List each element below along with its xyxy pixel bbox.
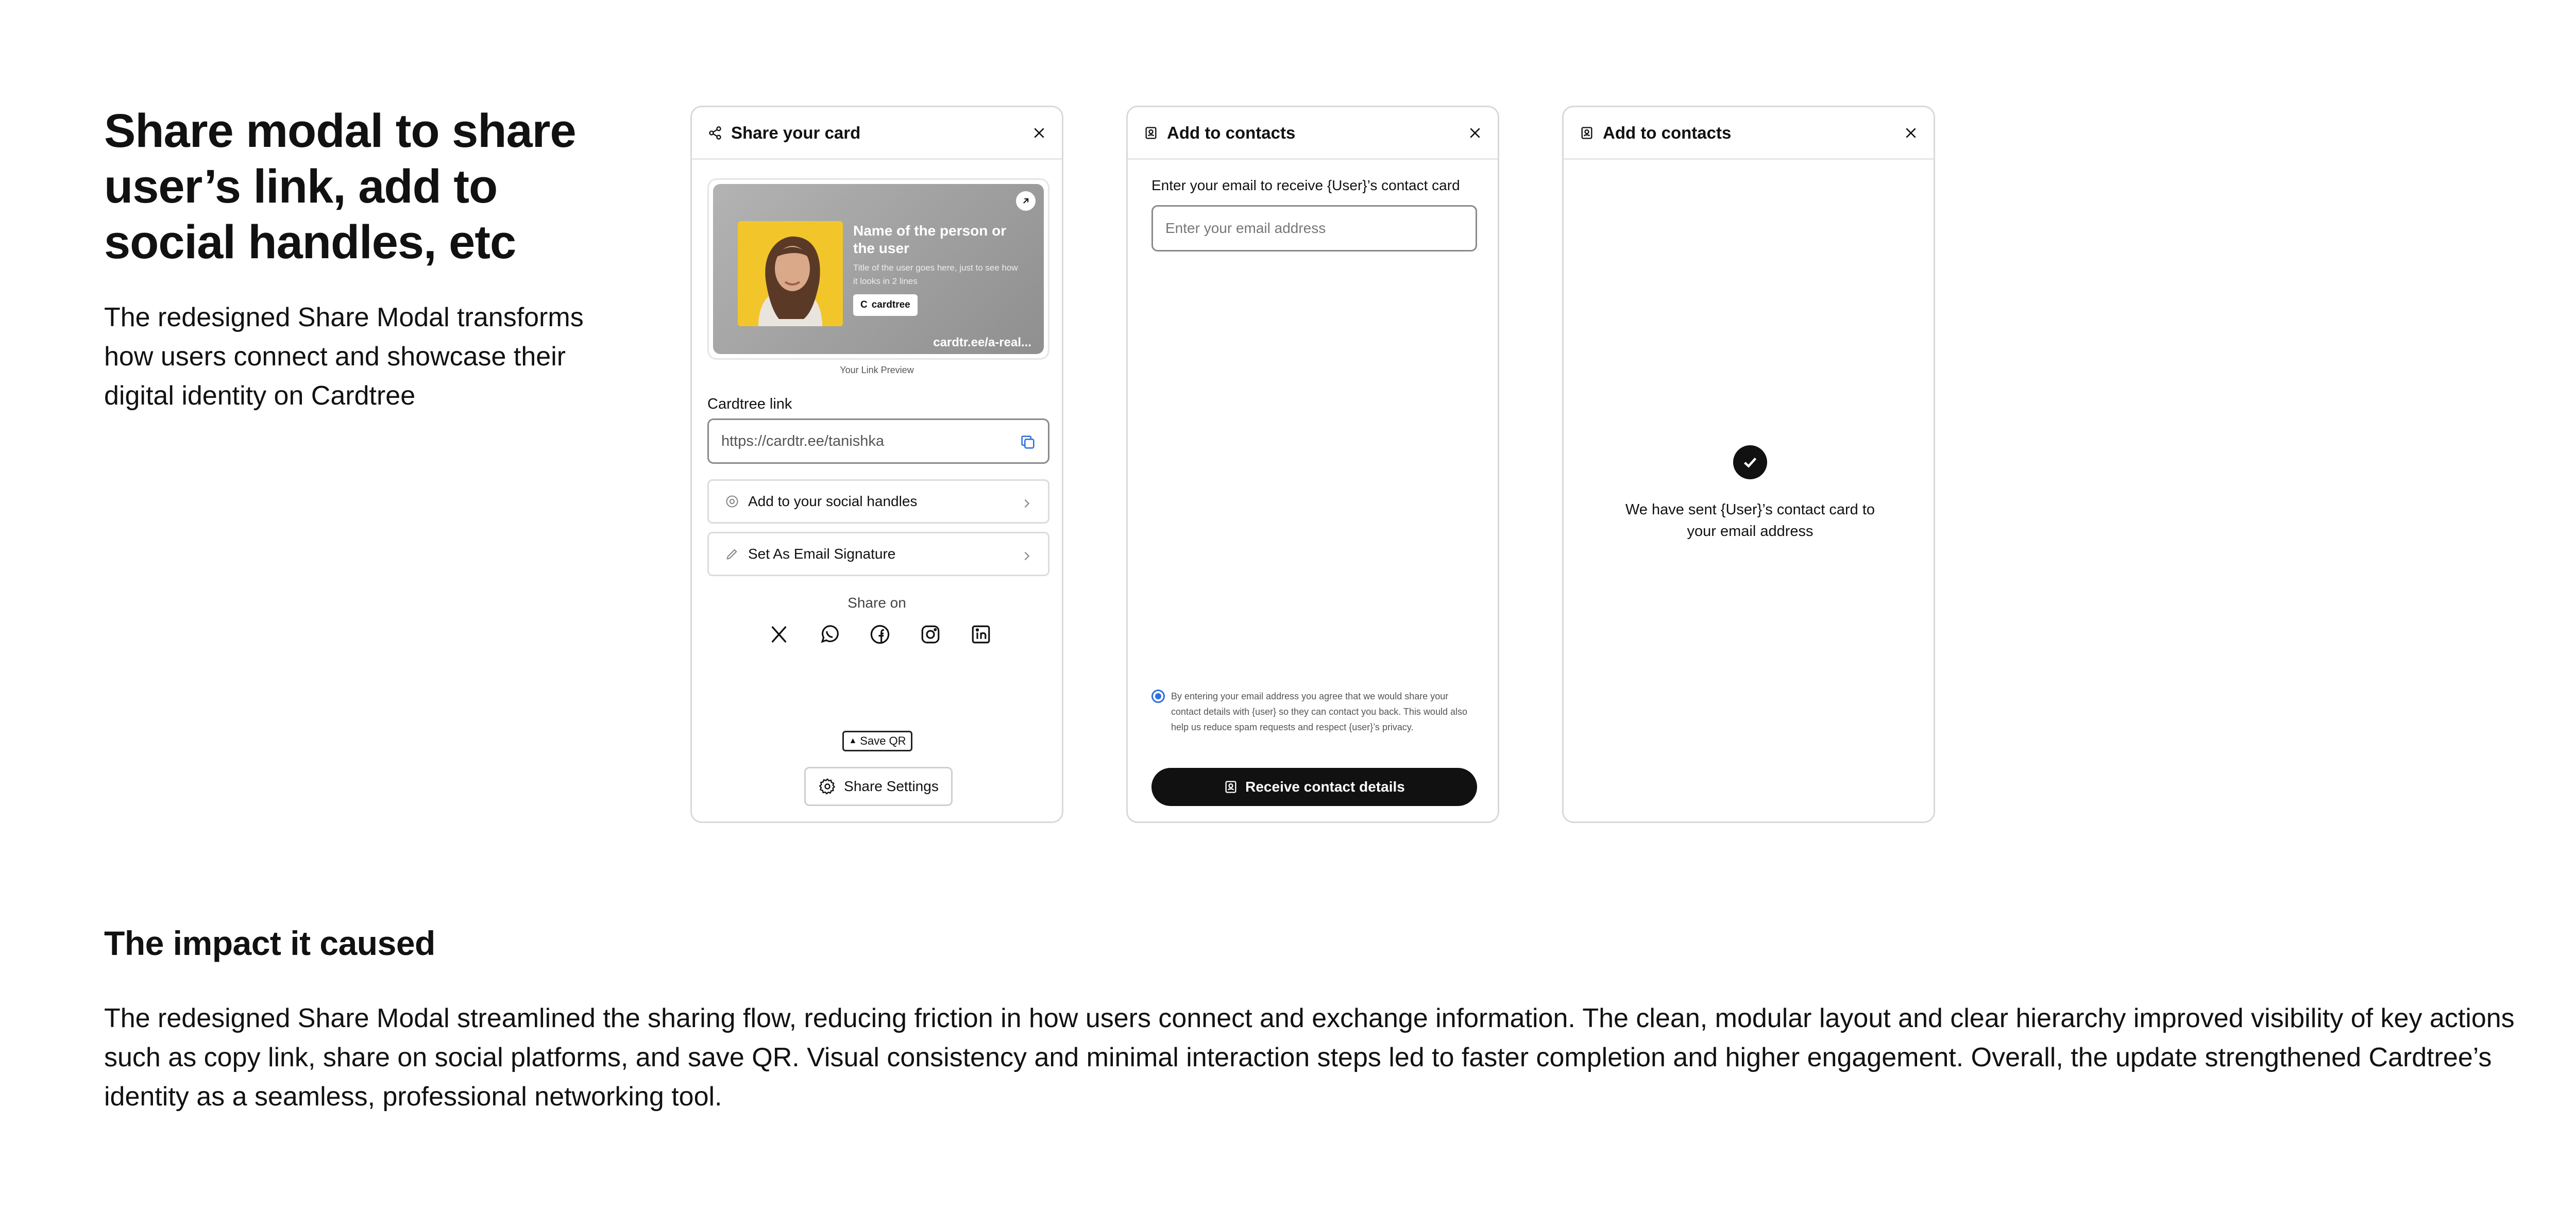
link-field[interactable] bbox=[707, 418, 1049, 464]
preview-caption: Your Link Preview bbox=[840, 365, 914, 375]
save-qr-button[interactable] bbox=[842, 731, 912, 751]
chevron-right-icon bbox=[1021, 549, 1032, 560]
share-card-modal bbox=[690, 106, 1063, 823]
modal-header bbox=[692, 107, 1062, 160]
modal-header bbox=[1564, 107, 1934, 160]
cardtree-badge-label: cardtree bbox=[871, 299, 910, 310]
email-signature-button[interactable] bbox=[707, 532, 1049, 576]
modal-header bbox=[1128, 107, 1498, 160]
close-icon[interactable] bbox=[1467, 125, 1483, 141]
share-on-label: Share on bbox=[848, 595, 906, 611]
add-to-contacts-modal bbox=[1126, 106, 1499, 823]
instagram-icon[interactable] bbox=[919, 623, 942, 646]
whatsapp-icon[interactable] bbox=[818, 623, 841, 646]
linkedin-icon[interactable] bbox=[969, 623, 993, 646]
profile-photo bbox=[738, 221, 843, 326]
check-icon bbox=[1733, 445, 1767, 479]
email-field[interactable] bbox=[1151, 205, 1477, 251]
add-to-social-handles-label: Add to your social handles bbox=[748, 493, 918, 509]
add-to-social-handles-button[interactable] bbox=[707, 479, 1049, 524]
impact-body: The redesigned Share Modal streamlined the sharing flow, reducing friction in how users connect and exchange information. The clean, modular layout and clear hierarchy improved visibility of key actions such as copy link, share on social platforms, and save QR. Visual consistency and minimal interaction steps led to faster completion and higher engagement. Overall, the update strengthened Cardtree’s identity as a seamless, professional networking tool. bbox=[104, 1003, 2515, 1112]
cardtree-logo-mark: C bbox=[860, 299, 868, 310]
modal-title: Add to contacts bbox=[1603, 123, 1732, 142]
modal-title: Share your card bbox=[731, 123, 861, 142]
link-field-label: Cardtree link bbox=[707, 396, 792, 412]
contact-card-icon bbox=[1579, 125, 1595, 141]
x-icon[interactable] bbox=[767, 623, 791, 646]
save-qr-label: Save QR bbox=[860, 734, 906, 747]
link-preview-card bbox=[707, 178, 1049, 360]
qr-icon: ▲ bbox=[849, 736, 857, 745]
social-share-row bbox=[767, 623, 993, 646]
intro-description: The redesigned Share Modal transforms how users connect and showcase their digital identity on Cardtree bbox=[104, 303, 584, 411]
card-url: cardtr.ee/a-real... bbox=[933, 335, 1031, 349]
facebook-icon[interactable] bbox=[868, 623, 892, 646]
card-person-subtitle: Title of the user goes here, just to see how it looks in 2 lines bbox=[853, 263, 1018, 286]
cardtree-badge bbox=[853, 294, 918, 316]
email-signature-label: Set As Email Signature bbox=[748, 546, 896, 562]
at-icon bbox=[724, 494, 740, 509]
chevron-right-icon bbox=[1021, 496, 1032, 508]
consent-option bbox=[1151, 689, 1481, 735]
confirmation-message: We have sent {User}’s contact card to your email address bbox=[1625, 501, 1875, 540]
pen-icon bbox=[724, 546, 740, 562]
open-external-icon[interactable] bbox=[1016, 191, 1036, 211]
close-icon[interactable] bbox=[1031, 125, 1047, 141]
contact-sent-modal bbox=[1562, 106, 1935, 823]
intro-title: Share modal to share user’s link, add to social handles, etc bbox=[104, 105, 576, 269]
contact-card-icon bbox=[1224, 780, 1238, 794]
email-field-placeholder: Enter your email address bbox=[1165, 220, 1326, 236]
impact-title: The impact it caused bbox=[104, 924, 435, 962]
share-icon bbox=[707, 125, 723, 141]
receive-contact-details-button[interactable] bbox=[1151, 768, 1477, 806]
modal-title: Add to contacts bbox=[1167, 123, 1296, 142]
share-settings-label: Share Settings bbox=[844, 778, 939, 794]
link-field-value: https://cardtr.ee/tanishka bbox=[721, 432, 884, 449]
consent-radio[interactable] bbox=[1151, 690, 1165, 703]
copy-icon[interactable] bbox=[1019, 433, 1037, 451]
email-field-label: Enter your email to receive {User}’s contact card bbox=[1151, 177, 1460, 193]
contact-card-icon bbox=[1143, 125, 1159, 141]
consent-text: By entering your email address you agree that we would share your contact details with {user} so they can contact you back. This would also help us reduce spam requests and respect {user}’s privacy. bbox=[1171, 691, 1467, 732]
gear-icon bbox=[818, 777, 837, 796]
share-settings-button[interactable] bbox=[804, 767, 953, 806]
receive-contact-details-label: Receive contact details bbox=[1245, 779, 1405, 795]
close-icon[interactable] bbox=[1903, 125, 1919, 141]
card-person-name: Name of the person or the user bbox=[853, 223, 1007, 256]
